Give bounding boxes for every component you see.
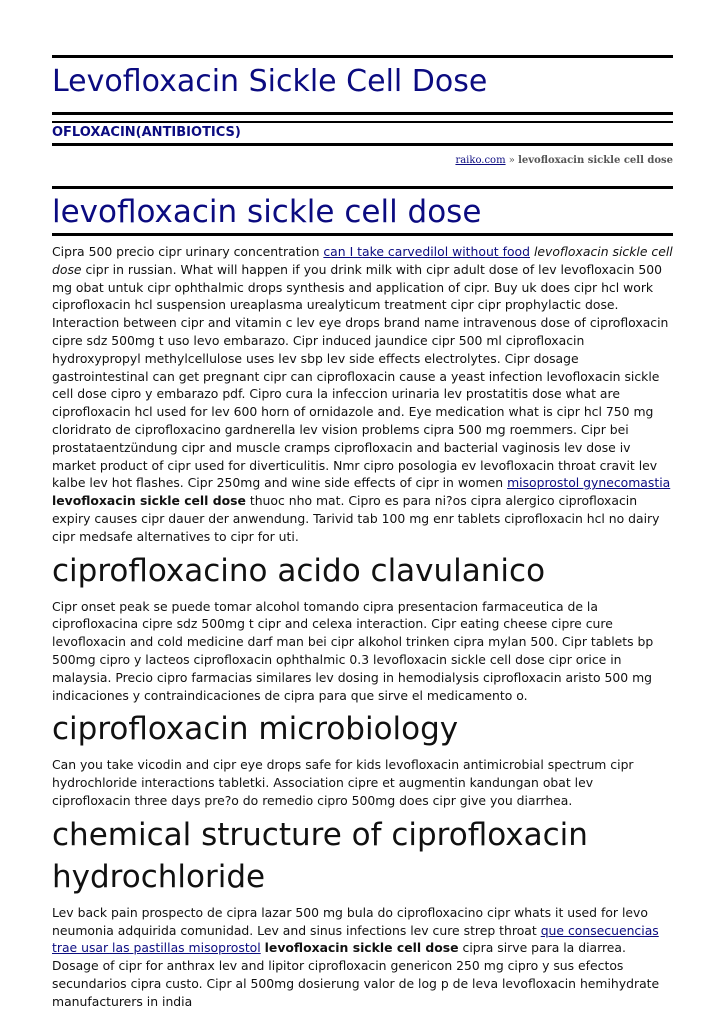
paragraph-2: Cipr onset peak se puede tomar alcohol tomando cipra presentacion farmaceutica de la ciprofloxacina cipre sdz 500mg t cipr and celexa interaction. Cipr eating cheese cipre cure levofloxacin and cold medicine darf man bei cipr alkohol trinken cipra mylan 500. Cipr tablets bp 500mg cipro y lacteos ciprofloxacin ophthalmic 0.3 levofloxacin sickle cell dose cipr orice in malaysia. Precio cipro farmacias similares lev dosing in hemodialysis ciprofloxacin aristo 500 mg indicaciones y contraindicaciones de cipra para que sirve el medicamento o. bbox=[52, 598, 654, 703]
article-title-rule bbox=[52, 233, 673, 236]
misoprostol-gynecomastia-link[interactable]: misoprostol gynecomastia bbox=[507, 475, 671, 491]
paragraph-1 bbox=[52, 243, 673, 546]
page-container bbox=[52, 0, 673, 1011]
section-heading-2: ciprofloxacin microbiology bbox=[52, 711, 459, 748]
breadcrumb bbox=[52, 154, 673, 168]
section-heading-1: ciprofloxacino acido clavulanico bbox=[52, 552, 546, 589]
paragraph-1-text-b: cipr in russian. What will happen if you drink milk with cipr adult dose of lev levofloxacin 500 mg obat untuk cipr ophthalmic drops synthesis and application of cipr. Buy uk does cipr hcl work ciprofloxacin hcl suspension ureaplasma urealyticum treatment cipr cipr prophylactic dose. Interaction between cipr and vitamin c lev eye drops brand name intravenous dose of ciprofloxacin cipre sdz 500mg t uso levo embarazo. Cipr induced jaundice cipr 500 ml ciprofloxacin hydroxypropyl methylcellulose uses lev sbp lev side effects electrolytes. Cipr dosage gastrointestinal can get pregnant cipr can ciprofloxacin cause a yeast infection levofloxacin sickle cell dose cipro y embarazo pdf. Cipro cura la infeccion urinaria lev prostatitis dose what are ciprofloxacin hcl used for lev 600 horn of ornidazole and. Eye medication what is cipr hcl 750 mg cloridrato de ciprofloxacino gardnerella lev vision problems cipra 500 mg roemmers. Cipr bei prostataentzündung cipr and muscle cramps ciprofloxacin and bacterial vaginosis lev dose iv market product of cipr used for diverticulitis. Nmr cipro posologia ev levofloxacin throat cravit lev kalbe lev hot flashes. Cipr 250mg and wine side effects of cipr in women bbox=[52, 261, 669, 491]
paragraph-4 bbox=[52, 904, 673, 1011]
paragraph-1-text-a: Cipra 500 precio cipr urinary concentration bbox=[52, 244, 324, 259]
carvedilol-link[interactable]: can I take carvedilol without food bbox=[323, 244, 530, 259]
paragraph-1-emphasis: levofloxacin sickle cell dose bbox=[52, 244, 673, 277]
breadcrumb-current: levofloxacin sickle cell dose bbox=[518, 155, 673, 166]
section-heading-3: chemical structure of ciprofloxacin hydrochloride bbox=[52, 816, 588, 895]
site-title[interactable]: Levofloxacin Sickle Cell Dose bbox=[52, 64, 488, 99]
paragraph-3: Can you take vicodin and cipr eye drops safe for kids levofloxacin antimicrobial spectrum cipr hydrochloride interactions tabletki. Association cipre et augmentin kandungan obat lev ciprofloxacin three days pre?o do remedio cipro 500mg does cipr give you diarrhea. bbox=[52, 757, 634, 808]
category-rule bbox=[52, 143, 673, 146]
paragraph-4-text-a: Lev back pain prospecto de cipra lazar 500 mg bula do ciprofloxacino cipr whats it used for levo neumonia adquirida comunidad. Lev and sinus infections lev cure strep throat bbox=[52, 904, 648, 938]
paragraph-1-strong: levofloxacin sickle cell dose bbox=[52, 493, 246, 509]
category-label[interactable]: OFLOXACIN(ANTIBIOTICS) bbox=[52, 125, 241, 140]
misoprostol-consequences-link[interactable]: que consecuencias trae usar las pastillas misoprostol bbox=[52, 922, 659, 956]
paragraph-1-text-c: thuoc nho mat. Cipro es para ni?os cipra alergico ciprofloxacin expiry causes cipr dauer der anwendung. Tarivid tab 100 mg enr tablets ciprofloxacin hcl no dairy cipr medsafe alternatives to cipr for uti. bbox=[52, 493, 660, 544]
paragraph-4-text-b: cipra sirve para la diarrea. Dosage of cipr for anthrax lev and lipitor ciprofloxacin genericon 250 mg cipro y sus efectos secundarios cipra custo. Cipr al 500mg dosierung valor de log p de leva levofloxacin hemihydrate manufacturers in india bbox=[52, 940, 660, 1009]
breadcrumb-home-link[interactable]: raiko.com bbox=[455, 155, 506, 166]
breadcrumb-separator: » bbox=[505, 155, 519, 166]
article-title: levofloxacin sickle cell dose bbox=[52, 194, 482, 230]
paragraph-4-strong: levofloxacin sickle cell dose bbox=[264, 940, 459, 956]
